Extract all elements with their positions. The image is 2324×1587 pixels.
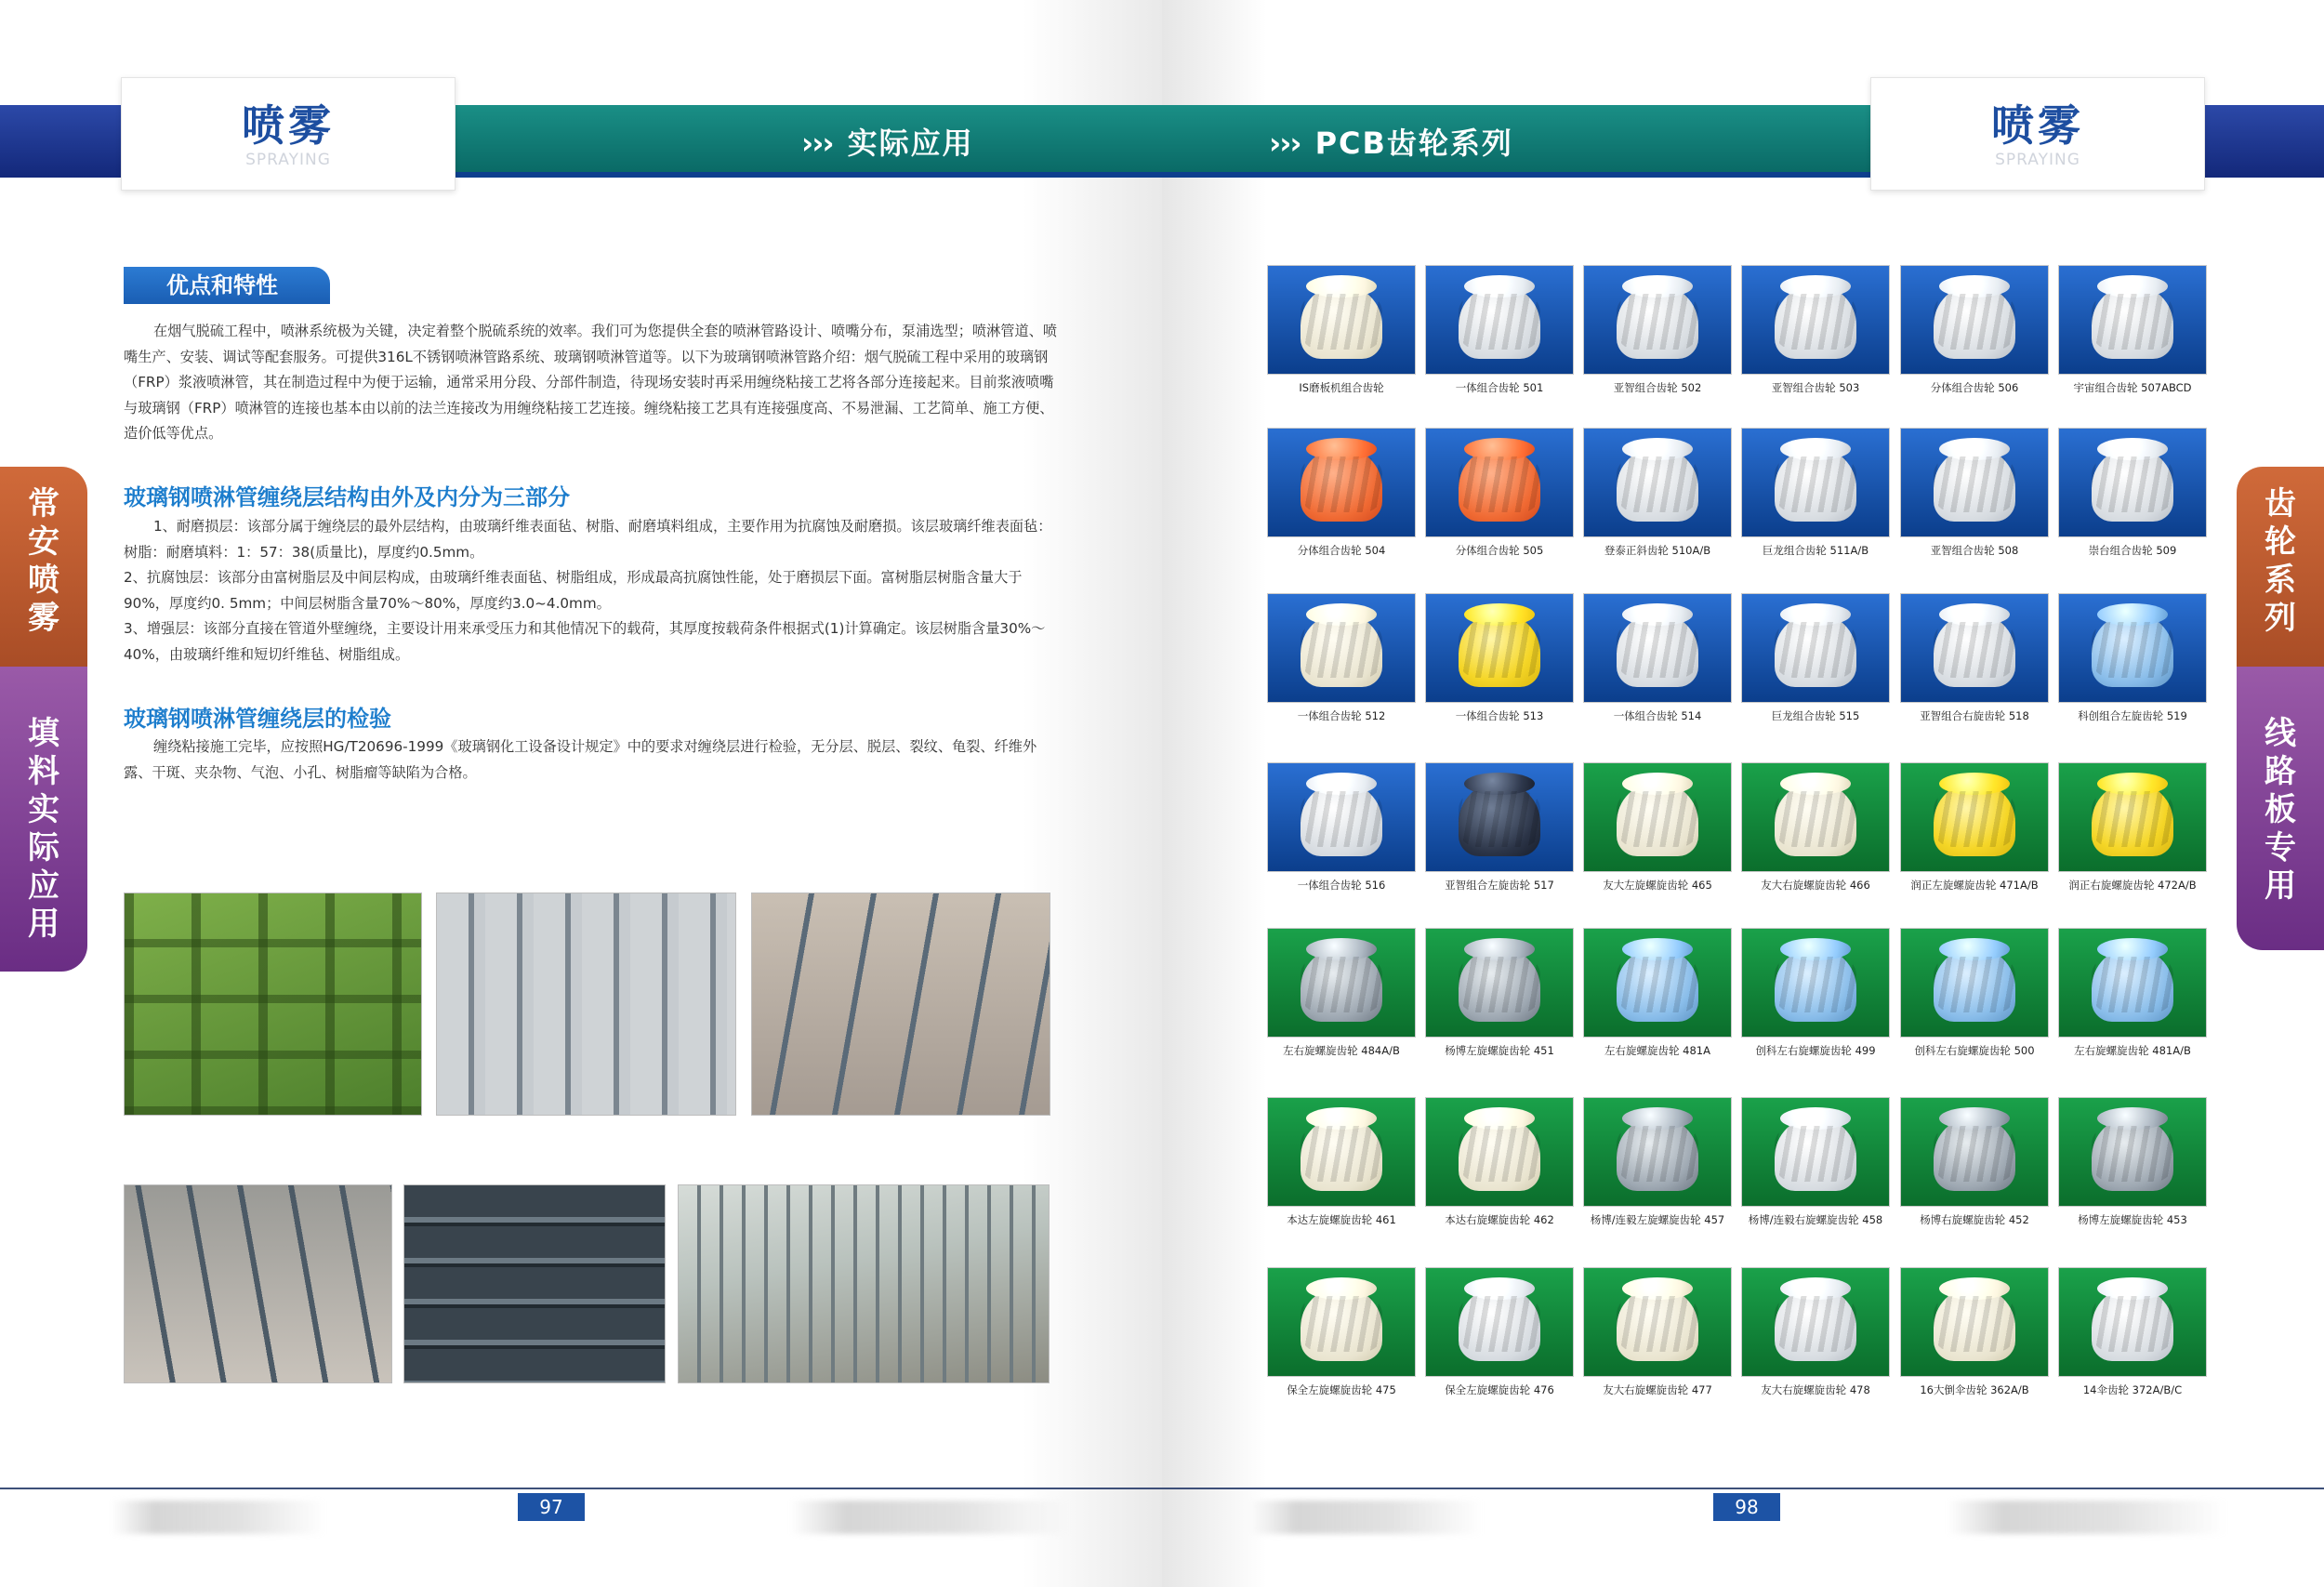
gear-photo: [2058, 1267, 2207, 1377]
right-header-title: ››› PCB齿轮系列: [1269, 126, 1513, 161]
gear-label: 友大右旋螺旋齿轮 477: [1603, 1383, 1712, 1396]
logo-subtext: SPRAYING: [245, 151, 331, 169]
gear-icon: [1459, 947, 1540, 1022]
gear-photo: [1741, 428, 1890, 537]
gear-product-item: [1425, 1267, 1574, 1407]
gear-icon: [1459, 1117, 1540, 1191]
gear-photo: [1425, 593, 1574, 703]
gear-photo: [1741, 928, 1890, 1038]
gear-label: 友大右旋螺旋齿轮 466: [1761, 879, 1870, 892]
logo-text: 喷雾: [1991, 100, 2084, 151]
gear-icon: [2092, 447, 2173, 522]
gear-product-item: [1900, 1097, 2049, 1237]
gear-label: 巨龙组合齿轮 511A/B: [1762, 544, 1869, 557]
gear-icon: [1301, 447, 1382, 522]
gear-label: 本达右旋螺旋齿轮 462: [1445, 1213, 1554, 1226]
gear-icon: [1301, 1117, 1382, 1191]
gear-icon: [2092, 782, 2173, 856]
gear-label: 16大倒伞齿轮 362A/B: [1920, 1383, 2029, 1396]
gear-label: 巨龙组合齿轮 515: [1771, 709, 1860, 722]
gear-product-item: [1741, 1267, 1890, 1407]
gear-product-item: [1267, 928, 1416, 1067]
gear-label: 科创组合左旋齿轮 519: [2078, 709, 2187, 722]
gear-icon: [2092, 1117, 2173, 1191]
gear-product-item: [1267, 1267, 1416, 1407]
gear-product-item: [1267, 428, 1416, 567]
photo-spray-pipe-branches: [124, 1184, 392, 1383]
logo-subtext: SPRAYING: [1995, 151, 2080, 169]
gear-photo: [1267, 428, 1416, 537]
gear-icon: [1617, 447, 1698, 522]
gear-photo: [1267, 928, 1416, 1038]
photo-pipe-stack: [403, 1184, 666, 1383]
gear-icon: [1934, 1287, 2015, 1361]
gear-product-item: [1741, 928, 1890, 1067]
gear-label: 左右旋螺旋齿轮 481A: [1604, 1044, 1710, 1057]
gear-photo: [1900, 928, 2049, 1038]
gear-icon: [1459, 782, 1540, 856]
gear-photo: [1267, 1097, 1416, 1207]
gear-product-item: [1583, 265, 1732, 404]
gear-photo: [1900, 265, 2049, 375]
right-page: [1162, 0, 2324, 1587]
gear-label: 一体组合齿轮 501: [1455, 381, 1544, 394]
gear-icon: [1459, 284, 1540, 359]
gear-label: 亚智组合齿轮 503: [1771, 381, 1860, 394]
gear-label: 友大右旋螺旋齿轮 478: [1761, 1383, 1870, 1396]
gear-icon: [1775, 284, 1856, 359]
gear-icon: [1934, 947, 2015, 1022]
gear-photo: [1900, 762, 2049, 872]
gear-icon: [1301, 782, 1382, 856]
gear-product-item: [1425, 265, 1574, 404]
gear-product-item: [1425, 428, 1574, 567]
footer-blurred-text: [1948, 1501, 2226, 1534]
gear-label: 润正左旋螺旋齿轮 471A/B: [1910, 879, 2039, 892]
gear-label: 崇台组合齿轮 509: [2088, 544, 2177, 557]
gear-label: 杨博右旋螺旋齿轮 452: [1920, 1213, 2029, 1226]
gear-product-item: [1425, 593, 1574, 733]
gear-icon: [1459, 447, 1540, 522]
intro-paragraph: 在烟气脱硫工程中，喷淋系统极为关键，决定着整个脱硫系统的效率。我们可为您提供全套的喷淋管路设计、喷嘴分布，泵浦选型；喷淋管道、喷嘴生产、安装、调试等配套服务。可提供316L不锈钢喷淋管路系统、玻璃钢喷淋管道等。以下为玻璃钢喷淋管路介绍：烟气脱硫工程中采用的玻璃钢（FRP）浆液喷淋管，其在制造过程中为便于运输，通常采用分段、分部件制造，待现场安装时再采用缠绕粘接工艺将各部分连接起来。目前浆液喷嘴与玻璃钢（FRP）喷淋管的连接也基本由以前的法兰连接改为用缠绕粘接工艺连接。缠绕粘接工艺具有连接强度高、不易泄漏、工艺简单、施工方便、造价低等优点。: [124, 323, 1057, 442]
gear-photo: [2058, 928, 2207, 1038]
arrow-icon: ›››: [1269, 126, 1301, 161]
gear-icon: [1775, 613, 1856, 687]
right-logo: [1870, 77, 2205, 191]
gear-icon: [1617, 1287, 1698, 1361]
gear-photo: [1425, 762, 1574, 872]
gear-photo: [1900, 1267, 2049, 1377]
gear-label: 亚智组合右旋齿轮 518: [1920, 709, 2029, 722]
gear-icon: [1775, 947, 1856, 1022]
gear-product-item: [1267, 265, 1416, 404]
gear-product-item: [2058, 762, 2207, 902]
gear-icon: [1301, 284, 1382, 359]
gear-icon: [1617, 782, 1698, 856]
gear-photo: [2058, 265, 2207, 375]
inspection-heading: 玻璃钢喷淋管缠绕层的检验: [124, 706, 391, 732]
gear-label: 创科左右旋螺旋齿轮 499: [1755, 1044, 1876, 1057]
gear-product-item: [1741, 428, 1890, 567]
side-tab-changan[interactable]: 常安喷雾: [0, 467, 87, 667]
gear-photo: [1267, 593, 1416, 703]
gear-label: 登泰正斜齿轮 510A/B: [1604, 544, 1711, 557]
gear-product-item: [1583, 428, 1732, 567]
gear-catalog-grid: [1267, 265, 2220, 1422]
gear-product-item: [1425, 928, 1574, 1067]
gear-product-item: [1267, 762, 1416, 902]
gear-photo: [1741, 762, 1890, 872]
gear-label: 一体组合齿轮 516: [1297, 879, 1386, 892]
gear-label: 本达左旋螺旋齿轮 461: [1287, 1213, 1396, 1226]
gear-photo: [1741, 1097, 1890, 1207]
gear-product-item: [1583, 762, 1732, 902]
gear-label: 亚智组合齿轮 502: [1613, 381, 1702, 394]
gear-product-item: [1267, 1097, 1416, 1237]
gear-label: 左右旋螺旋齿轮 484A/B: [1283, 1044, 1400, 1057]
gear-icon: [1934, 284, 2015, 359]
gear-product-item: [1900, 593, 2049, 733]
gear-label: 杨博左旋螺旋齿轮 453: [2078, 1213, 2187, 1226]
gear-icon: [2092, 613, 2173, 687]
gear-product-item: [1900, 1267, 2049, 1407]
section-tag: 优点和特性: [124, 267, 330, 304]
gear-product-item: [1900, 928, 2049, 1067]
gear-product-item: [2058, 1267, 2207, 1407]
side-tab-application[interactable]: 填料实际应用: [0, 667, 87, 972]
side-tab-pcb[interactable]: 线路板专用: [2237, 667, 2324, 950]
gear-label: 杨博/连毅右旋螺旋齿轮 458: [1748, 1213, 1883, 1226]
gear-photo: [1583, 265, 1732, 375]
gear-photo: [1583, 593, 1732, 703]
gear-label: IS磨板机组合齿轮: [1299, 381, 1384, 394]
gear-label: 分体组合齿轮 506: [1930, 381, 2019, 394]
gear-photo: [1425, 928, 1574, 1038]
gear-label: 保全左旋螺旋齿轮 475: [1287, 1383, 1396, 1396]
gear-label: 14伞齿轮 372A/B/C: [2082, 1383, 2183, 1396]
gear-photo: [1267, 265, 1416, 375]
gear-label: 创科左右旋螺旋齿轮 500: [1914, 1044, 2035, 1057]
structure-paragraph: 1、耐磨损层：该部分属于缠绕层的最外层结构，由玻璃纤维表面毡、树脂、耐磨填料组成，主要作用为抗腐蚀及耐磨损。该层玻璃纤维表面毡：树脂：耐磨填料：1：57：38(质量比)，厚度约0.5mm。 2、抗腐蚀层：该部分由富树脂层及中间层构成，由玻璃纤维表面毡、树脂组成，形成最高抗腐蚀性能，处于磨损层下面。富树脂层树脂含量大于90%，厚度约0. 5mm；中间层树脂含量70%～80%，厚度约3.0~4.0mm。 3、增强层：该部分直接在管道外壁缠绕，主要设计用来承受压力和其他情况下的载荷，其厚度按载荷条件根据式(1)计算确定。该层树脂含量30%～40%，由玻璃纤维和短切纤维毡、树脂组成。: [124, 518, 1052, 663]
gear-photo: [1425, 428, 1574, 537]
gear-label: 润正右旋螺旋齿轮 472A/B: [2068, 879, 2197, 892]
gear-photo: [1741, 265, 1890, 375]
gear-photo: [1583, 1267, 1732, 1377]
footer-blurred-text: [1250, 1501, 1483, 1534]
gear-photo: [1267, 762, 1416, 872]
gear-icon: [1301, 613, 1382, 687]
logo-text: 喷雾: [242, 100, 335, 151]
gear-product-item: [1425, 1097, 1574, 1237]
gear-product-item: [1267, 593, 1416, 733]
gear-product-item: [1425, 762, 1574, 902]
gear-icon: [1617, 613, 1698, 687]
left-logo: [121, 77, 456, 191]
gear-photo: [1583, 428, 1732, 537]
gear-icon: [1301, 947, 1382, 1022]
page-number: 98: [1713, 1493, 1780, 1521]
gear-icon: [1617, 947, 1698, 1022]
gear-product-item: [1741, 762, 1890, 902]
gear-product-item: [1583, 1267, 1732, 1407]
side-tab-gear-series[interactable]: 齿轮系列: [2237, 467, 2324, 667]
gear-product-item: [2058, 265, 2207, 404]
gear-label: 分体组合齿轮 504: [1297, 544, 1386, 557]
gear-product-item: [1741, 265, 1890, 404]
gear-icon: [1934, 1117, 2015, 1191]
gear-photo: [1583, 762, 1732, 872]
photo-frp-structure-green: [124, 893, 422, 1116]
footer-blurred-text: [790, 1501, 1069, 1534]
gear-photo: [2058, 1097, 2207, 1207]
footer-line: [0, 1488, 1162, 1489]
gear-label: 友大左旋螺旋齿轮 465: [1603, 879, 1712, 892]
inspection-paragraph: 缠绕粘接施工完毕，应按照HG/T20696-1999《玻璃钢化工设备设计规定》中的要求对缠绕层进行检验，无分层、脱层、裂纹、龟裂、纤维外露、干斑、夹杂物、气泡、小孔、树脂瘤等缺陷为合格。: [124, 738, 1037, 781]
photo-spray-nozzle-array: [678, 1184, 1050, 1383]
gear-icon: [1775, 447, 1856, 522]
gear-label: 宇宙组合齿轮 507ABCD: [2073, 381, 2192, 394]
gear-label: 左右旋螺旋齿轮 481A/B: [2074, 1044, 2191, 1057]
gear-product-item: [2058, 1097, 2207, 1237]
gear-product-item: [1583, 928, 1732, 1067]
gear-label: 一体组合齿轮 514: [1613, 709, 1702, 722]
gear-product-item: [2058, 593, 2207, 733]
gear-icon: [1934, 447, 2015, 522]
gear-icon: [1459, 613, 1540, 687]
gear-icon: [1617, 1117, 1698, 1191]
gear-label: 杨博左旋螺旋齿轮 451: [1445, 1044, 1554, 1057]
gear-product-item: [2058, 428, 2207, 567]
gear-photo: [2058, 762, 2207, 872]
gear-product-item: [1900, 428, 2049, 567]
gear-icon: [1775, 1117, 1856, 1191]
gear-icon: [1934, 613, 2015, 687]
gear-photo: [1583, 928, 1732, 1038]
gear-photo: [1425, 265, 1574, 375]
gear-photo: [1741, 1267, 1890, 1377]
photo-frp-pipes-workshop: [436, 893, 736, 1116]
gear-label: 保全左旋螺旋齿轮 476: [1445, 1383, 1554, 1396]
gear-photo: [1900, 428, 2049, 537]
gear-photo: [2058, 428, 2207, 537]
gear-label: 杨博/连毅左旋螺旋齿轮 457: [1590, 1213, 1725, 1226]
footer-blurred-text: [112, 1501, 325, 1534]
gear-photo: [1741, 593, 1890, 703]
gear-photo: [1900, 1097, 2049, 1207]
gear-photo: [1900, 593, 2049, 703]
gear-product-item: [2058, 928, 2207, 1067]
gear-icon: [1775, 1287, 1856, 1361]
gear-photo: [1267, 1267, 1416, 1377]
gear-product-item: [1741, 1097, 1890, 1237]
gear-icon: [1301, 1287, 1382, 1361]
gear-product-item: [1900, 762, 2049, 902]
gear-icon: [1775, 782, 1856, 856]
photo-spray-header-floor: [751, 893, 1050, 1116]
gear-label: 一体组合齿轮 512: [1297, 709, 1386, 722]
footer-line: [1162, 1488, 2324, 1489]
left-header-title: ››› 实际应用: [801, 126, 974, 161]
gear-icon: [2092, 1287, 2173, 1361]
gear-icon: [1934, 782, 2015, 856]
arrow-icon: ›››: [801, 126, 833, 161]
gear-label: 亚智组合齿轮 508: [1930, 544, 2019, 557]
structure-heading: 玻璃钢喷淋管缠绕层结构由外及内分为三部分: [124, 484, 570, 510]
gear-icon: [2092, 284, 2173, 359]
page-number: 97: [518, 1493, 585, 1521]
gear-photo: [1583, 1097, 1732, 1207]
gear-photo: [2058, 593, 2207, 703]
gear-icon: [2092, 947, 2173, 1022]
gear-photo: [1425, 1267, 1574, 1377]
gear-icon: [1617, 284, 1698, 359]
gear-product-item: [1900, 265, 2049, 404]
gear-product-item: [1741, 593, 1890, 733]
gear-product-item: [1583, 593, 1732, 733]
gear-label: 亚智组合左旋齿轮 517: [1445, 879, 1554, 892]
gear-label: 分体组合齿轮 505: [1455, 544, 1544, 557]
gear-label: 一体组合齿轮 513: [1455, 709, 1544, 722]
gear-product-item: [1583, 1097, 1732, 1237]
gear-icon: [1459, 1287, 1540, 1361]
gear-photo: [1425, 1097, 1574, 1207]
